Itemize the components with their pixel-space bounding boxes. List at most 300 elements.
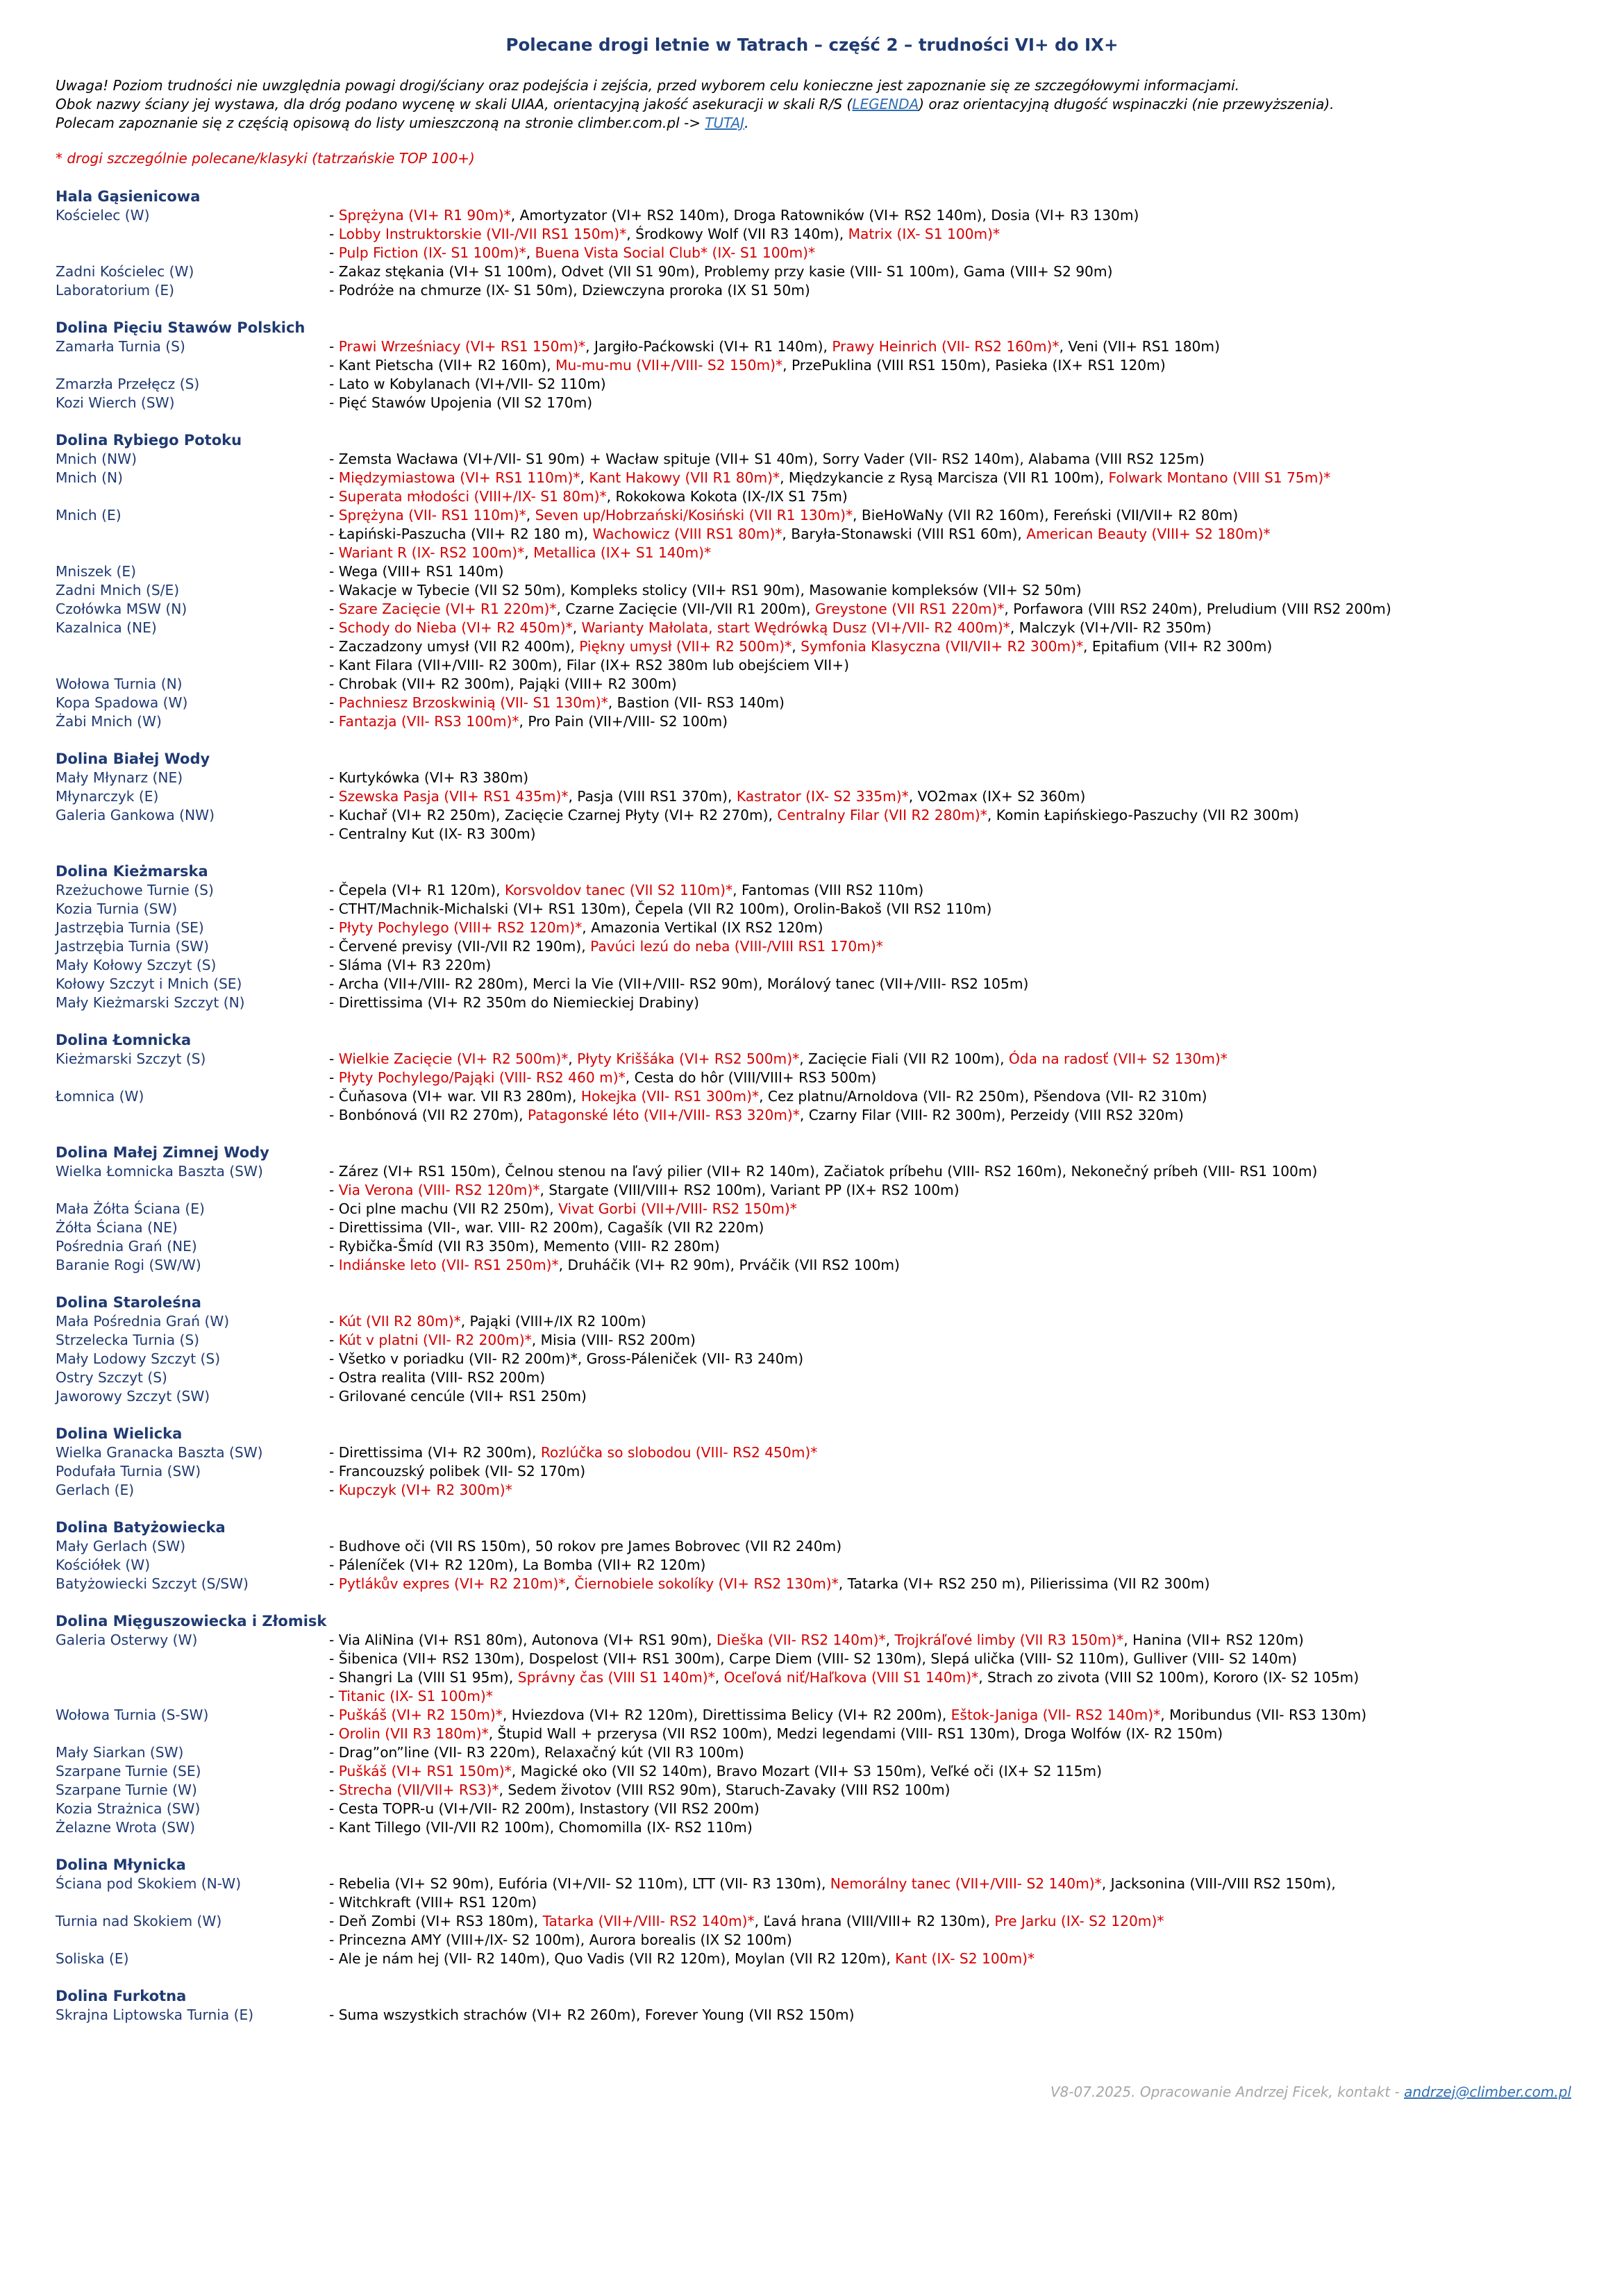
route: Direttissima (VII-, war. VIII- R2 200m) xyxy=(338,1219,599,1236)
route: Preludium (VIII RS2 200m) xyxy=(1206,601,1391,617)
wall-name: Żółta Ściana (NE) xyxy=(56,1219,178,1236)
route: Aurora borealis (IX S2 100m) xyxy=(589,1932,792,1948)
route: Direttissima (VI+ R2 350m do Niemieckiej Drabiny) xyxy=(338,994,700,1011)
route: Malczyk (VI+/VII- R2 350m) xyxy=(1019,619,1212,636)
recommended-route: Symfonia Klasyczna (VII/VII+ R2 300m)* xyxy=(801,638,1084,655)
route: Deň Zombi (VI+ RS3 180m) xyxy=(338,1913,534,1929)
route: Kororo (IX- S2 105m) xyxy=(1213,1669,1359,1686)
wall-name: Mała Pośrednia Grań (W) xyxy=(56,1313,230,1330)
route-list-line: - Międzymiastowa (VI+ RS1 110m)*, Kant Hakowy (VII R1 80m)*, Międzykancie z Rysą Marcisza (VII R1 100m), Folwark Montano (VIII S1 75m)* xyxy=(329,469,1331,486)
route-row xyxy=(56,1237,1583,1256)
route: Moylan (VII R2 120m) xyxy=(735,1950,887,1967)
valley-title: Hala Gąsienicowa xyxy=(56,188,201,205)
wall-name: Młynarczyk (E) xyxy=(56,788,159,805)
route-row xyxy=(56,1537,1583,1556)
recommended-route: Pavúci lezú do neba (VIII-/VIII RS1 170m)* xyxy=(590,938,883,955)
route: Kant Tillego (VII-/VII R2 100m) xyxy=(338,1819,550,1836)
route-row xyxy=(56,394,1583,412)
route: Eufória (VI+/VII- S2 110m) xyxy=(498,1875,684,1892)
route: Instastory (VII RS2 200m) xyxy=(579,1800,760,1817)
route-row xyxy=(56,506,1583,525)
valley-title: Dolina Furkotna xyxy=(56,1988,187,2004)
route: Zárez (VI+ RS1 150m) xyxy=(338,1163,496,1180)
route: Forever Young (VII RS2 150m) xyxy=(644,2006,855,2023)
route: Wega (VIII+ RS1 140m) xyxy=(338,563,504,580)
recommended-route: Pachniesz Brzoskwinią (VII- S1 130m)* xyxy=(338,694,608,711)
route-list-line: - Superata młodości (VIII+/IX- S1 80m)*, Rokokowa Kokota (IX-/IX S1 75m) xyxy=(329,488,848,505)
wall-name: Laboratorium (E) xyxy=(56,282,175,299)
route-list-line: - Princezna AMY (VIII+/IX- S2 100m), Aurora borealis (IX S2 100m) xyxy=(329,1932,792,1948)
route-row xyxy=(56,900,1583,919)
route: Štupid Wall + przerysa (VII RS2 100m) xyxy=(497,1725,768,1742)
route-row xyxy=(56,1087,1583,1106)
wall-name xyxy=(56,225,329,244)
valley-title: Dolina Młynicka xyxy=(56,1857,186,1873)
route-row xyxy=(56,1069,1583,1087)
route-row xyxy=(56,1556,1583,1575)
route-row xyxy=(56,712,1583,731)
route-list-line: - Kupczyk (VI+ R2 300m)* xyxy=(329,1482,512,1498)
route-list-line: - Zaczadzony umysł (VII R2 400m), Piękny umysł (VII+ R2 500m)*, Symfonia Klasyczna (VII/VII+ R2 300m)*, Epitafium (VII+ R2 300m) xyxy=(329,638,1273,655)
recommended-route: Kant (IX- S2 100m)* xyxy=(895,1950,1035,1967)
wall-name: Kozi Wierch (SW) xyxy=(56,394,175,411)
route-list-line: - Sprężyna (VII- RS1 110m)*, Seven up/Hobrzański/Kosiński (VII R1 130m)*, BieHoWaNy (VII R2 160m), Fereński (VII/VII+ R2 80m) xyxy=(329,507,1239,523)
intro-line-2-end: ) oraz orientacyjną długość wspinaczki (nie przewyższenia). xyxy=(919,96,1334,112)
route: Slepá ulička (VIII- S2 110m) xyxy=(930,1650,1125,1667)
route: Relaxačný kút (VII R3 100m) xyxy=(544,1744,744,1761)
route-list-line: - Kant Pietscha (VII+ R2 160m), Mu-mu-mu (VII+/VIII- S2 150m)*, PrzePuklina (VIII RS1 150m), Pasieka (IX+ RS1 120m) xyxy=(329,357,1166,374)
route-list-line: - Suma wszystkich strachów (VI+ R2 260m), Forever Young (VII RS2 150m) xyxy=(329,2006,855,2023)
route-list-line: - Płyty Pochylego/Pająki (VIII- RS2 460 m)*, Cesta do hôr (VIII/VIII+ RS3 500m) xyxy=(329,1069,877,1086)
intro-line-1: Uwaga! Poziom trudności nie uwzględnia powagi drogi/ściany oraz podejścia i zejścia, przed wyborem celu konieczne jest zapoznanie się ze szczegółowymi informacjami. xyxy=(56,77,1239,94)
route-row xyxy=(56,1256,1583,1275)
route: La Bomba (VII+ R2 120m) xyxy=(522,1557,706,1573)
intro-line-2 xyxy=(56,95,1583,114)
route: Dziewczyna proroka (IX S1 50m) xyxy=(582,282,810,299)
recommended-route: Nemorálny tanec (VII+/VIII- S2 140m)* xyxy=(830,1875,1102,1892)
recommended-route: Puškáš (VI+ RS1 150m)* xyxy=(338,1763,512,1779)
route-list-line: - Witchkraft (VIII+ RS1 120m) xyxy=(329,1894,537,1911)
route-list-line: - Červené previsy (VII-/VII R2 190m), Pavúci lezú do neba (VIII-/VIII RS1 170m)* xyxy=(329,938,883,955)
wall-name: Ściana pod Skokiem (N-W) xyxy=(56,1875,242,1892)
route: Shangri La (VIII S1 95m) xyxy=(338,1669,509,1686)
valley-title: Dolina Staroleśna xyxy=(56,1294,201,1311)
wall-name: Kopa Spadowa (W) xyxy=(56,694,188,711)
route: Amazonia Vertikal (IX RS2 120m) xyxy=(591,919,823,936)
route: Pająki (VIII+/IX R2 100m) xyxy=(469,1313,646,1330)
recommended-route: Sprężyna (VI+ R1 90m)* xyxy=(338,207,511,224)
route-list-line: - Wariant R (IX- RS2 100m)*, Metallica (IX+ S1 140m)* xyxy=(329,544,712,561)
route-list-line: - Grilované cencúle (VII+ RS1 250m) xyxy=(329,1388,587,1405)
route: Medzi legendami (VIII- RS1 130m) xyxy=(776,1725,1016,1742)
recommended-route: Płyty Pochylego/Pająki (VIII- RS2 460 m)* xyxy=(338,1069,626,1086)
wall-name: Wielka Łomnicka Baszta (SW) xyxy=(56,1163,263,1180)
route: Princezna AMY (VIII+/IX- S2 100m) xyxy=(338,1932,580,1948)
route-list-line: - Deň Zombi (VI+ RS3 180m), Tatarka (VII+/VIII- RS2 140m)*, Ľavá hrana (VIII/VIII+ R2 130m), Pre Jarku (IX- S2 120m)* xyxy=(329,1913,1164,1929)
valley-section xyxy=(56,431,1583,731)
route-list-line: - Kút (VII R2 80m)*, Pająki (VIII+/IX R2 100m) xyxy=(329,1313,646,1330)
wall-name: Baranie Rogi (SW/W) xyxy=(56,1257,201,1273)
route-list-line: - Páleníček (VI+ R2 120m), La Bomba (VII+ R2 120m) xyxy=(329,1557,706,1573)
wall-name xyxy=(56,1931,329,1950)
route-row xyxy=(56,1218,1583,1237)
valley-section xyxy=(56,1518,1583,1593)
route: PrzePuklina (VIII RS1 150m) xyxy=(791,357,987,374)
route: Memento (VIII- R2 280m) xyxy=(543,1238,720,1255)
route-list-line: - CTHT/Machnik-Michalski (VI+ RS1 130m), Čepela (VII R2 100m), Orolin-Bakoš (VII RS2 110m) xyxy=(329,900,992,917)
wall-name xyxy=(56,1668,329,1687)
valley-section xyxy=(56,1293,1583,1406)
route-row xyxy=(56,937,1583,956)
route: Drag”on”line (VII- R3 220m) xyxy=(338,1744,536,1761)
route: Quo Vadis (VII R2 120m) xyxy=(554,1950,726,1967)
route: Zemsta Wacława (VI+/VII- S1 90m) + Wacław spituje (VII+ S1 40m) xyxy=(338,451,814,467)
route-list-line: - Lobby Instruktorskie (VII-/VII RS1 150m)*, Środkowy Wolf (VII R3 140m), Matrix (IX- S1 100m)* xyxy=(329,226,1001,242)
route: Čuňasova (VI+ war. VII R3 280m) xyxy=(338,1088,572,1105)
route-list-line: - Kant Filara (VII+/VIII- R2 300m), Filar (IX+ RS2 380m lub obejściem VII+) xyxy=(329,657,849,673)
wall-name: Wielka Granacka Baszta (SW) xyxy=(56,1444,263,1461)
valley-title: Dolina Małej Zimnej Wody xyxy=(56,1144,269,1161)
recommended-route: Kút v platni (VII- R2 200m)* xyxy=(338,1332,532,1348)
route-row xyxy=(56,1575,1583,1593)
route: Pająki (VIII+ R2 300m) xyxy=(519,676,677,692)
wall-name xyxy=(56,1893,329,1912)
route-row xyxy=(56,1162,1583,1181)
recommended-route: Hokejka (VII- RS1 300m)* xyxy=(580,1088,760,1105)
route: Ľavá hrana (VIII/VIII+ R2 130m) xyxy=(763,1913,986,1929)
route-list-line: - Pachniesz Brzoskwinią (VII- S1 130m)*, Bastion (VII- RS3 140m) xyxy=(329,694,785,711)
wall-name: Zadni Kościelec (W) xyxy=(56,263,194,280)
route-row xyxy=(56,544,1583,562)
valley-title: Dolina Rybiego Potoku xyxy=(56,432,242,449)
route-list-line: - Pięć Stawów Upojenia (VII S2 170m) xyxy=(329,394,593,411)
recommended-route: Eštok-Janiga (VII- RS2 140m)* xyxy=(951,1707,1161,1723)
recommended-route: Pre Jarku (IX- S2 120m)* xyxy=(994,1913,1164,1929)
recommended-route: Seven up/Hobrzański/Kosiński (VII R1 130m)* xyxy=(535,507,853,523)
route: Zacięcie Fiali (VII R2 100m) xyxy=(808,1050,1001,1067)
route: Druháčik (VI+ R2 90m) xyxy=(567,1257,730,1273)
wall-name: Żelazne Wrota (SW) xyxy=(56,1819,195,1836)
route-list-line: - Budhove oči (VII RS 150m), 50 rokov pre James Bobrovec (VII R2 240m) xyxy=(329,1538,842,1555)
wall-name xyxy=(56,637,329,656)
recommended-route: Płyty Pochylego (VIII+ RS2 120m)* xyxy=(338,919,583,936)
route: Czarny Filar (VIII- R2 300m) xyxy=(808,1107,1001,1123)
route: Cez platnu/Arnoldova (VII- R2 250m) xyxy=(767,1088,1025,1105)
route: Suma wszystkich strachów (VI+ R2 260m) xyxy=(338,2006,636,2023)
route-list-line: - Via AliNina (VI+ RS1 80m), Autonova (VI+ RS1 90m), Dieška (VII- RS2 140m)*, Trojkráľové limby (VII R3 150m)*, Hanina (VII+ RS2 120m) xyxy=(329,1632,1304,1648)
route-list-line: - Oci plne machu (VII R2 250m), Vivat Gorbi (VII+/VIII- RS2 150m)* xyxy=(329,1200,797,1217)
route: Grilované cencúle (VII+ RS1 250m) xyxy=(338,1388,587,1405)
route: Baryła-Stonawski (VIII RS1 60m) xyxy=(791,526,1018,542)
route-row xyxy=(56,581,1583,600)
route-list-line: - Kuchař (VI+ R2 250m), Zacięcie Czarnej Płyty (VI+ R2 270m), Centralny Filar (VII R2 280m)*, Komin Łapińskiego-Paszuchy (VII R2 300m) xyxy=(329,807,1299,823)
wall-name: Batyżowiecki Szczyt (S/SW) xyxy=(56,1575,249,1592)
route-row xyxy=(56,1368,1583,1387)
recommended-route: Óda na radosť (VII+ S2 130m)* xyxy=(1008,1050,1228,1067)
route-list-line: - Kant Tillego (VII-/VII R2 100m), Chomomilla (IX- RS2 110m) xyxy=(329,1819,753,1836)
route-row xyxy=(56,450,1583,469)
route-list-line: - Titanic (IX- S1 100m)* xyxy=(329,1688,493,1704)
route-row xyxy=(56,694,1583,712)
route: Čelnou stenou na ľavý pilier (VII+ R2 140m) xyxy=(505,1163,815,1180)
route: Kuchař (VI+ R2 250m) xyxy=(338,807,496,823)
route-row xyxy=(56,1200,1583,1218)
route-row xyxy=(56,675,1583,694)
route: Staruch-Zavaky (VIII RS2 100m) xyxy=(726,1782,951,1798)
wall-name: Galeria Osterwy (W) xyxy=(56,1632,198,1648)
recommended-route: Korsvoldov tanec (VII S2 110m)* xyxy=(505,882,733,898)
contact-email-link[interactable]: andrzej@climber.com.pl xyxy=(1404,2084,1571,2100)
route: VO2max (IX+ S2 360m) xyxy=(917,788,1086,805)
route: Rybička-Šmíd (VII R3 350m) xyxy=(338,1238,535,1255)
wall-name xyxy=(56,825,329,844)
recommended-route: Kút (VII R2 80m)* xyxy=(338,1313,461,1330)
route-list-line: - Francouzský polibek (VII- S2 170m) xyxy=(329,1463,586,1480)
wall-name: Skrajna Liptowska Turnia (E) xyxy=(56,2006,254,2023)
wall-name: Kołowy Szczyt i Mnich (SE) xyxy=(56,975,242,992)
wall-name: Wołowa Turnia (N) xyxy=(56,676,183,692)
intro-notes xyxy=(56,76,1583,133)
wall-name: Zamarła Turnia (S) xyxy=(56,338,185,355)
wall-name xyxy=(56,1725,329,1743)
wall-name: Kościelec (W) xyxy=(56,207,150,224)
recommended-route: Tatarka (VII+/VIII- RS2 140m)* xyxy=(542,1913,755,1929)
route: Direttissima Belicy (VI+ R2 200m) xyxy=(702,1707,942,1723)
route: CTHT/Machnik-Michalski (VI+ RS1 130m) xyxy=(338,900,626,917)
route-list-line: - Lato w Kobylanach (VI+/VII- S2 110m) xyxy=(329,376,606,392)
wall-name: Mniszek (E) xyxy=(56,563,136,580)
wall-name: Podufała Turnia (SW) xyxy=(56,1463,201,1480)
route-list-line: - Płyty Pochylego (VIII+ RS2 120m)*, Amazonia Vertikal (IX RS2 120m) xyxy=(329,919,823,936)
recommended-route: Greystone (VII RS1 220m)* xyxy=(814,601,1005,617)
route: Dospelost (VII+ RS1 300m) xyxy=(528,1650,721,1667)
valley-title: Dolina Mięguszowiecka i Złomisk xyxy=(56,1613,327,1629)
wall-name: Pośrednia Grań (NE) xyxy=(56,1238,197,1255)
route-list-line: - Bonbónová (VII R2 270m), Patagonské léto (VII+/VIII- RS3 320m)*, Czarny Filar (VIII- R2 300m), Perzeidy (VIII RS2 320m) xyxy=(329,1107,1184,1123)
recommended-route: Fantazja (VII- RS3 100m)* xyxy=(338,713,519,730)
route: Czarne Zacięcie (VII-/VII R1 200m) xyxy=(565,601,807,617)
route-row xyxy=(56,1950,1583,1968)
route: Gulliver (VIII- S2 140m) xyxy=(1133,1650,1298,1667)
recommended-route: Sprężyna (VII- RS1 110m)* xyxy=(338,507,526,523)
route-list-line: - Zárez (VI+ RS1 150m), Čelnou stenou na ľavý pilier (VII+ R2 140m), Začiatok príbehu (VIII- RS2 160m), Nekonečný príbeh (VIII- RS1 100m) xyxy=(329,1163,1318,1180)
wall-name: Kościółek (W) xyxy=(56,1557,151,1573)
route-list-line: - Direttissima (VI+ R2 350m do Niemieckiej Drabiny) xyxy=(329,994,700,1011)
route: Kurtykówka (VI+ R3 380m) xyxy=(338,769,529,786)
wall-name: Czołówka MSW (N) xyxy=(56,601,187,617)
route: Fereński (VII/VII+ R2 80m) xyxy=(1053,507,1239,523)
route: Tatarka (VI+ RS2 250 m) xyxy=(847,1575,1021,1592)
route: Prváčik (VII RS2 100m) xyxy=(739,1257,900,1273)
route-row xyxy=(56,994,1583,1012)
route: Začiatok príbehu (VIII- RS2 160m) xyxy=(823,1163,1062,1180)
wall-name xyxy=(56,1687,329,1706)
route: Amortyzator (VI+ RS2 140m) xyxy=(519,207,725,224)
route-row xyxy=(56,1650,1583,1668)
route-row xyxy=(56,787,1583,806)
route-row xyxy=(56,1462,1583,1481)
wall-name xyxy=(56,244,329,262)
route-list-line: - Szare Zacięcie (VI+ R1 220m)*, Czarne Zacięcie (VII-/VII R1 200m), Greystone (VII RS1 220m)*, Porfawora (VIII RS2 240m), Preludium (VIII RS2 200m) xyxy=(329,601,1391,617)
route-list-line: - Šibenica (VII+ RS2 130m), Dospelost (VII+ RS1 300m), Carpe Diem (VIII- S2 130m), Slepá ulička (VIII- S2 110m), Gulliver (VIII- S2 140m) xyxy=(329,1650,1298,1667)
route: Oci plne machu (VII R2 250m) xyxy=(338,1200,550,1217)
wall-name: Kieżmarski Szczyt (S) xyxy=(56,1050,206,1067)
route: Chrobak (VII+ R2 300m) xyxy=(338,676,510,692)
route: Międzykancie z Rysą Marcisza (VII R1 100m) xyxy=(788,469,1100,486)
route-row xyxy=(56,281,1583,300)
recommended-route: Kant Hakowy (VII R1 80m)* xyxy=(589,469,780,486)
route-list-line: - Centralny Kut (IX- R3 300m) xyxy=(329,826,536,842)
route: Pro Pain (VII+/VIII- S2 100m) xyxy=(528,713,728,730)
route: Komin Łapińskiego-Paszuchy (VII R2 300m) xyxy=(996,807,1299,823)
route: Kompleks stolicy (VII+ RS1 90m) xyxy=(570,582,801,598)
route-row xyxy=(56,1631,1583,1650)
route: Orolin-Bakoš (VII RS2 110m) xyxy=(794,900,992,917)
route-row xyxy=(56,1818,1583,1837)
route-row xyxy=(56,656,1583,675)
route: Zacięcie Czarnej Płyty (VI+ R2 270m) xyxy=(504,807,769,823)
route-row xyxy=(56,375,1583,394)
route: Gama (VIII+ S2 90m) xyxy=(963,263,1113,280)
route: Środkowy Wolf (VII R3 140m) xyxy=(635,226,839,242)
route: Bravo Mozart (VII+ S3 150m) xyxy=(716,1763,922,1779)
recommended-route: Puškáš (VI+ R2 150m)* xyxy=(338,1707,503,1723)
recommended-route: Trojkráľové limby (VII R3 150m)* xyxy=(894,1632,1124,1648)
route-list-line: - Pulp Fiction (IX- S1 100m)*, Buena Vista Social Club* (IX- S1 100m)* xyxy=(329,244,816,261)
route: Odvet (VII S1 90m) xyxy=(561,263,696,280)
route-list-line: - Puškáš (VI+ RS1 150m)*, Magické oko (VII S2 140m), Bravo Mozart (VII+ S3 150m), Veľké oči (IX+ S2 115m) xyxy=(329,1763,1102,1779)
route: Rokokowa Kokota (IX-/IX S1 75m) xyxy=(615,488,848,505)
route: 50 rokov pre James Bobrovec (VII R2 240m) xyxy=(535,1538,842,1555)
route-list-line: - Direttissima (VI+ R2 300m), Rozlúčka so slobodou (VIII- RS2 450m)* xyxy=(329,1444,818,1461)
recommended-route: Pulp Fiction (IX- S1 100m)* xyxy=(338,244,526,261)
wall-name: Rzeżuchowe Turnie (S) xyxy=(56,882,214,898)
route: LTT (VII- R3 130m) xyxy=(692,1875,821,1892)
recommended-route: Buena Vista Social Club* (IX- S1 100m)* xyxy=(535,244,816,261)
route-row xyxy=(56,356,1583,375)
wall-name: Jaworowy Szczyt (SW) xyxy=(56,1388,210,1405)
route-row xyxy=(56,1481,1583,1500)
route-row xyxy=(56,1912,1583,1931)
route-list-line: - Direttissima (VII-, war. VIII- R2 200m), Cagašík (VII R2 220m) xyxy=(329,1219,764,1236)
route: Hviezdova (VI+ R2 120m) xyxy=(511,1707,694,1723)
wall-name: Żabi Mnich (W) xyxy=(56,713,162,730)
wall-name xyxy=(56,1181,329,1200)
wall-name: Gerlach (E) xyxy=(56,1482,135,1498)
route-row xyxy=(56,1931,1583,1950)
wall-name: Mnich (N) xyxy=(56,469,123,486)
route-list xyxy=(56,187,1583,2043)
wall-name xyxy=(56,1650,329,1668)
route: Dosia (VI+ R3 130m) xyxy=(991,207,1139,224)
route-row xyxy=(56,562,1583,581)
route: Pilierissima (VII R2 300m) xyxy=(1030,1575,1210,1592)
recommended-route: Prawi Wrześniacy (VI+ RS1 150m)* xyxy=(338,338,586,355)
route-row xyxy=(56,2006,1583,2025)
valley-title: Dolina Pięciu Stawów Polskich xyxy=(56,319,305,336)
recommended-route: Orolin (VII R3 180m)* xyxy=(338,1725,489,1742)
recommended-route: Lobby Instruktorskie (VII-/VII RS1 150m)* xyxy=(338,226,627,242)
route-row xyxy=(56,262,1583,281)
recommended-route: Szare Zacięcie (VI+ R1 220m)* xyxy=(338,601,557,617)
route: Červené previsy (VII-/VII R2 190m) xyxy=(338,938,582,955)
route: Veni (VII+ RS1 180m) xyxy=(1068,338,1220,355)
route-list-line: - Zakaz stękania (VI+ S1 100m), Odvet (VII S1 90m), Problemy przy kasie (VIII- S1 100m), Gama (VIII+ S2 90m) xyxy=(329,263,1113,280)
route-list-line: - Kút v platni (VII- R2 200m)*, Misia (VIII- RS2 200m) xyxy=(329,1332,696,1348)
route: Porfawora (VIII RS2 240m) xyxy=(1013,601,1198,617)
route: Sorry Vader (VII- RS2 140m) xyxy=(822,451,1020,467)
route: Cagašík (VII R2 220m) xyxy=(608,1219,764,1236)
route-list-line: - Podróże na chmurze (IX- S1 50m), Dziewczyna proroka (IX S1 50m) xyxy=(329,282,810,299)
route: Hanina (VII+ RS2 120m) xyxy=(1132,1632,1304,1648)
route: Epitafium (VII+ R2 300m) xyxy=(1091,638,1273,655)
route: Jargiło-Paćkowski (VI+ R1 140m) xyxy=(594,338,823,355)
route-row xyxy=(56,1781,1583,1800)
route-list-line: - Sláma (VI+ R3 220m) xyxy=(329,957,492,973)
intro-line-3-end: . xyxy=(744,115,749,131)
route: Kant Filara (VII+/VIII- R2 300m), Filar (IX+ RS2 380m lub obejściem VII+) xyxy=(338,657,849,673)
route: Budhove oči (VII RS 150m) xyxy=(338,1538,526,1555)
route: Pasieka (IX+ RS1 120m) xyxy=(995,357,1166,374)
route-row xyxy=(56,919,1583,937)
route-list-line: - Zemsta Wacława (VI+/VII- S1 90m) + Wacław spituje (VII+ S1 40m), Sorry Vader (VII- RS2 140m), Alabama (VIII RS2 125m) xyxy=(329,451,1205,467)
route: Pšendova (VII- R2 310m) xyxy=(1033,1088,1207,1105)
route-row xyxy=(56,1893,1583,1912)
footer xyxy=(1050,2084,1571,2100)
valley-title: Dolina Wielicka xyxy=(56,1425,183,1442)
route: Carpe Diem (VIII- S2 130m) xyxy=(729,1650,922,1667)
route: Problemy przy kasie (VIII- S1 100m) xyxy=(703,263,955,280)
wall-name: Ostry Szczyt (S) xyxy=(56,1369,167,1386)
route-row xyxy=(56,1050,1583,1069)
legend-link[interactable]: LEGENDA xyxy=(852,96,919,112)
route-list-line: - Rybička-Šmíd (VII R3 350m), Memento (VIII- R2 280m) xyxy=(329,1238,720,1255)
route: Centralny Kut (IX- R3 300m) xyxy=(338,826,536,842)
route-list-line: - Čuňasova (VI+ war. VII R3 280m), Hokejka (VII- RS1 300m)*, Cez platnu/Arnoldova (VII- R2 250m), Pšendova (VII- R2 310m) xyxy=(329,1088,1207,1105)
route-row xyxy=(56,1106,1583,1125)
recommended-route: Oceľová niť/Haľkova (VIII S1 140m)* xyxy=(723,1669,979,1686)
recommended-route: Patagonské léto (VII+/VIII- RS3 320m)* xyxy=(527,1107,800,1123)
route-row xyxy=(56,1725,1583,1743)
wall-name: Szarpane Turnie (W) xyxy=(56,1782,197,1798)
route: Variant PP (IX+ RS2 100m) xyxy=(770,1182,960,1198)
route: Ale je nám hej (VII- R2 140m) xyxy=(338,1950,546,1967)
route-row xyxy=(56,1312,1583,1331)
wall-name xyxy=(56,487,329,506)
wall-name: Galeria Gankowa (NW) xyxy=(56,807,215,823)
route-row xyxy=(56,1687,1583,1706)
route-row xyxy=(56,769,1583,787)
route-list-line: - Sprężyna (VI+ R1 90m)*, Amortyzator (VI+ RS2 140m), Droga Ratowników (VI+ RS2 140m), Dosia (VI+ R3 130m) xyxy=(329,207,1139,224)
route: Archa (VII+/VIII- R2 280m) xyxy=(338,975,524,992)
route: Via AliNina (VI+ RS1 80m) xyxy=(338,1632,524,1648)
route-list-line: - Strecha (VII/VII+ RS3)*, Sedem životov (VIII RS2 90m), Staruch-Zavaky (VIII RS2 100m) xyxy=(329,1782,951,1798)
route-row xyxy=(56,1181,1583,1200)
route: Šibenica (VII+ RS2 130m) xyxy=(338,1650,520,1667)
valley-section xyxy=(56,750,1583,844)
route-list-line: - Wakacje w Tybecie (VII S2 50m), Kompleks stolicy (VII+ RS1 90m), Masowanie kompleksów (VII+ S2 50m) xyxy=(329,582,1082,598)
recommended-route: Prawy Heinrich (VII- RS2 160m)* xyxy=(832,338,1060,355)
recommended-route: Rozlúčka so slobodou (VIII- RS2 450m)* xyxy=(540,1444,818,1461)
route-row xyxy=(56,1331,1583,1350)
wall-name xyxy=(56,656,329,675)
route-list-line: - Szewska Pasja (VII+ RS1 435m)*, Pasja (VIII RS1 370m), Kastrator (IX- S2 335m)*, VO2max (IX+ S2 360m) xyxy=(329,788,1086,805)
wall-name: Szarpane Turnie (SE) xyxy=(56,1763,201,1779)
recommended-route: Wariant R (IX- RS2 100m)* xyxy=(338,544,525,561)
route-list-line: - Drag”on”line (VII- R3 220m), Relaxačný kút (VII R3 100m) xyxy=(329,1744,744,1761)
tutaj-link[interactable]: TUTAJ xyxy=(705,115,745,131)
intro-line-2-start: Obok nazwy ściany jej wystawa, dla dróg podano wycenę w skali UIAA, orientacyjną jakość asekuracji w skali R/S ( xyxy=(56,96,853,112)
